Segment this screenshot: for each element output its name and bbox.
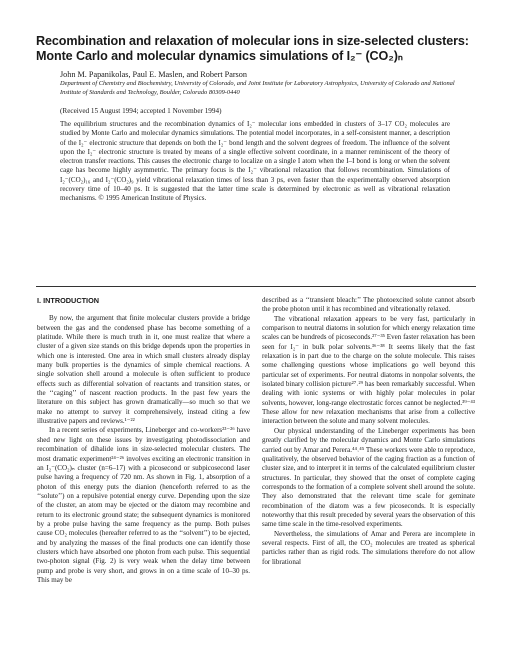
right-column	[262, 296, 475, 567]
section-divider	[36, 286, 476, 287]
paper-title-line-1: Recombination and relaxation of molecular ions in size-selected clusters:	[36, 34, 469, 48]
author-affiliation: Department of Chemistry and Biochemistry, University of Colorado, and Joint Institute for Laboratory Astrophysics, University of Colorado and National Institute of Standards and Technology, Boulder, Colorado 80309-0440	[60, 80, 455, 96]
paragraph: Our physical understanding of the Lineberger experiments has been greatly clarified by the molecular dynamics and Monte Carlo simulations carried out by Amar and Perera.⁴⁴˒⁴⁵ These workers were able to reproduce, qualitatively, the observed behavior of the caging fraction as a function of cluster size, and to interpret it in terms of the calculated equilibrium cluster structures. In particular, they showed that the onset of complete caging corresponds to the formation of a complete solvent shell around the solute. They also demonstrated that the relevant time scale for geminate recombination of the diatom was a few picoseconds. It is especially noteworthy that this result preceded by several years the observation of this same time scale in the time-resolved experiments.	[262, 426, 475, 529]
left-column	[37, 296, 250, 585]
paragraph: In a recent series of experiments, Lineberger and co-workers²³⁻²⁶ have shed new light on these issues by investigating photodissociation and recombination of dihalide ions in size-selected molecular clusters. The most dramatic experiment²⁴⁻²⁶ involves exciting an electronic transition in an I₂⁻(CO₂)ₙ cluster (n=6–17) with a picosecond or subpicosecond laser pulse having a frequency of 720 nm. As shown in Fig. 1, absorption of a photon of this energy puts the dianion (henceforth referred to as the ‘‘solute’’) on a repulsive potential energy curve. Depending upon the size of the cluster, an atom may be ejected or the diatom may recombine and return to its electronic ground state; the subsequent dynamics is monitored by a probe pulse having the same frequency as the pump. Both pulses cause CO₂ molecules (hereafter referred to as the ‘‘solvent’’) to be ejected, and by analyzing the masses of the final products one can identify those clusters which have absorbed one photon from each pulse. This sequential two-photon signal (Fig. 2) is very weak when the delay time between pump and probe is very short, and grows in on a time scale of 10–30 ps. This may be	[37, 426, 250, 584]
paragraph: The vibrational relaxation appears to be very fast, particularly in comparison to neutral diatoms in solution for which energy relaxation time scales can be hundreds of picoseconds.²⁷⁻³⁵ Even faster relaxation has been seen for I₂⁻ in bulk polar solvents.³⁶⁻³⁸ It seems likely that the fast relaxation is in part due to the charge on the solute molecule. This raises some challenging questions whose implications go well beyond this particular set of experiments. For neutral diatoms in nonpolar solvents, the isolated binary collision picture²⁷˒²⁹ has been remarkably successful. When dealing with ionic systems or with highly polar molecules in polar solvents, however, long-range electrostatic forces cannot be neglected.³⁹⁻⁴³ These allow for new relaxation mechanisms that arise from a collective interaction between the solute and many solvent molecules.	[262, 314, 475, 426]
paragraph: By now, the argument that finite molecular clusters provide a bridge between the gas and the condensed phase has become something of a platitude. While there is much truth in it, one must realize that where a cluster of a given size stands on this bridge depends upon the properties in which one is interested. One area in which small clusters already display many bulk properties is the dynamics of simple chemical reactions. A single solvation shell around a molecule is often sufficient to produce effects such as differential solvation of reactants and transition states, or the ‘‘caging’’ of nascent reaction products. In the past few years the literature on this subject has grown dramatically—so much so that we make no attempt to survey it comprehensively, instead citing a few illustrative papers and reviews.¹⁻²²	[37, 314, 250, 426]
received-dates: (Received 15 August 1994; accepted 1 November 1994)	[60, 107, 222, 115]
paragraph: Nevertheless, the simulations of Amar and Perera are incomplete in several respects. First of all, the CO₂ molecules are treated as spherical particles rather than as rigid rods. The simulations therefore do not allow for librational	[262, 529, 475, 566]
section-heading: I. INTRODUCTION	[37, 296, 100, 305]
paragraph: described as a ‘‘transient bleach:’’ The photoexcited solute cannot absorb the probe photon until it has recombined and vibrationally relaxed.	[262, 296, 475, 314]
author-list: John M. Papanikolas, Paul E. Maslen, and Robert Parson	[60, 70, 247, 79]
paper-title-line-2: Monte Carlo and molecular dynamics simulations of I₂⁻ (CO₂)ₙ	[36, 49, 403, 63]
abstract: The equilibrium structures and the recombination dynamics of I₂⁻ molecular ions embedded in clusters of 3–17 CO₂ molecules are studied by Monte Carlo and molecular dynamics simulations. The potential model incorporates, in a self-consistent manner, a description of the I₂⁻ electronic structure that depends on both the I₂⁻ bond length and the solvent degrees of freedom. The influence of the solvent upon the I₂⁻ electronic structure is treated by means of a single effective solvent coordinate, in a manner reminiscent of the theory of electron transfer reactions. This causes the electronic charge to localize on a single I atom when the I–I bond is long or when the solvent cage has become highly asymmetric. The primary focus is the I₂⁻ vibrational relaxation that follows recombination. Simulations of I₂⁻(CO₂)₁₆ and I₂⁻(CO₂)₉ yield vibrational relaxation times of less than 3 ps, even faster than the experimentally observed absorption recovery time of 10–40 ps. It is suggested that the latter time scale is determined by electronic as well as vibrational relaxation mechanisms. © 1995 American Institute of Physics.	[60, 120, 450, 203]
paper-title	[36, 34, 486, 64]
